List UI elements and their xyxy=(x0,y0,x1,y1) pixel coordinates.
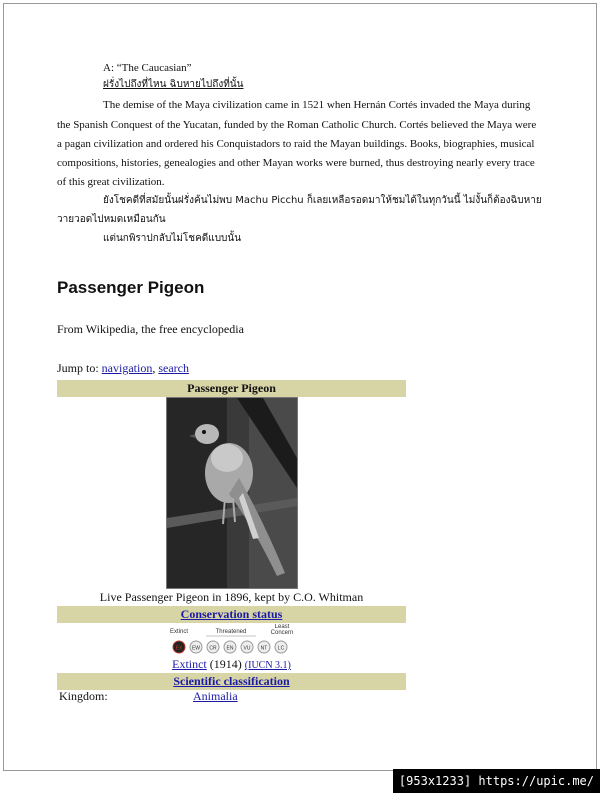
status-year: (1914) xyxy=(209,657,242,671)
essay-thai-subheading: ฝรั่งไปถึงที่ไหน ฉิบหายไปถึงที่นั้น xyxy=(103,79,244,90)
iucn-scale-graphic xyxy=(170,624,300,660)
infobox-title: Passenger Pigeon xyxy=(57,380,406,397)
conservation-status-line xyxy=(57,657,406,672)
article-title: Passenger Pigeon xyxy=(57,278,205,297)
iucn-scale[interactable] xyxy=(170,624,300,660)
scale-label-extinct: Extinct xyxy=(170,629,189,635)
scale-label-least: Least xyxy=(274,624,290,630)
scale-code-en: EN xyxy=(226,645,234,652)
photo-caption: Live Passenger Pigeon in 1896, kept by C.O. Whitman xyxy=(99,590,364,604)
kingdom-value-link[interactable]: Animalia xyxy=(193,689,238,703)
conservation-status-link[interactable]: Conservation status xyxy=(180,607,283,621)
scale-code-lc: LC xyxy=(277,645,285,652)
status-extinct-link[interactable]: Extinct xyxy=(172,657,207,671)
iucn-ref-link[interactable]: (IUCN 3.1) xyxy=(244,660,291,671)
scale-code-cr: CR xyxy=(209,645,217,652)
conservation-status-header xyxy=(57,606,406,623)
scale-code-ex: EX xyxy=(175,645,183,652)
pigeon-photo[interactable] xyxy=(166,397,298,589)
scale-code-vu: VU xyxy=(243,645,251,652)
article-from: From Wikipedia, the free encyclopedia xyxy=(57,322,244,336)
essay-line-2: the Spanish Conquest of the Yucatan, funded by the Roman Catholic Church. Cortés believed the Maya were xyxy=(57,119,537,131)
jump-navigation-link[interactable]: navigation xyxy=(101,361,153,375)
jump-prefix: Jump to: xyxy=(57,361,102,375)
jump-search-link[interactable]: search xyxy=(158,361,189,375)
scientific-classification-header xyxy=(57,673,406,690)
jump-separator: , xyxy=(152,361,159,375)
scale-code-nt: NT xyxy=(260,645,268,652)
essay-line-5: of this great civilization. xyxy=(57,176,165,188)
upic-watermark: [953x1233] https://upic.me/ xyxy=(393,769,600,793)
kingdom-label: Kingdom: xyxy=(59,689,108,703)
essay-line-3: a pagan civilization and ordered his Conquistadors to raid the Mayan buildings. Books, biographies, musical xyxy=(57,138,535,150)
thai-line-1: ยังโชคดีที่สมัยนั้นฝรั่งค้นไม่พบ Machu Picchu ก็เลยเหลือรอดมาให้ชมได้ในทุกวันนี้ ไม่งั้นก็ต้องฉิบหาย xyxy=(103,195,542,206)
essay-heading: A: “The Caucasian” xyxy=(103,62,192,74)
pigeon-image xyxy=(167,398,297,588)
scale-label-threatened: Threatened xyxy=(215,629,247,635)
scale-code-ew: EW xyxy=(191,645,201,652)
thai-line-3: แต่นกพิราปกลับไม่โชคดีแบบนั้น xyxy=(103,233,242,244)
scale-label-concern: Concern xyxy=(270,630,294,636)
scientific-classification-link[interactable]: Scientific classification xyxy=(173,674,290,688)
thai-line-2: วายวอดไปหมดเหมือนกัน xyxy=(57,214,166,225)
essay-line-1: The demise of the Maya civilization came in 1521 when Hernán Cortés invaded the Maya during xyxy=(103,99,531,111)
essay-line-4: compositions, histories, genealogies and other Mayan works were burned, thus destroying nearly every trace xyxy=(57,157,535,169)
jump-to xyxy=(57,360,189,376)
